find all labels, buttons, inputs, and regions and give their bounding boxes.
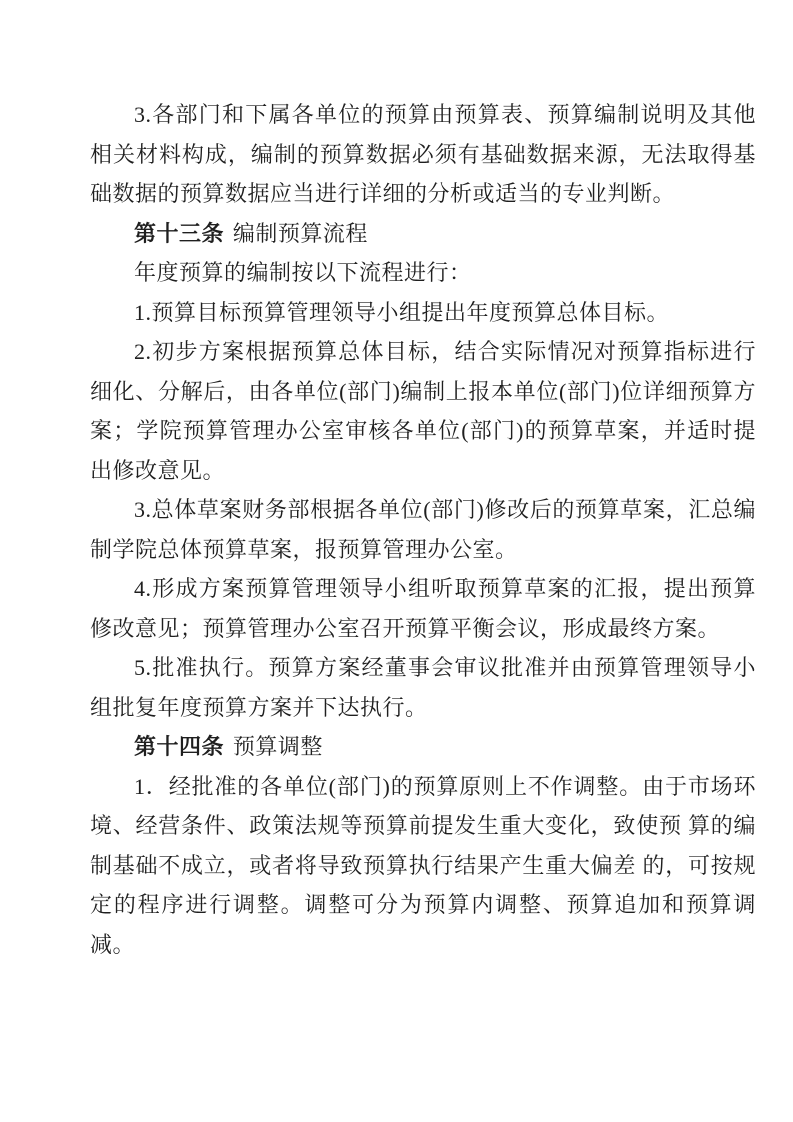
article-heading-13 [90,214,756,254]
paragraph-budget-materials: 3.各部门和下属各单位的预算由预算表、预算编制说明及其他相关材料构成，编制的预算数据必须有基础数据来源，无法取得基础数据的预算数据应当进行详细的分析或适当的专业判断。 [90,102,756,206]
article-title: 编制预算流程 [232,220,368,246]
paragraph-adjustment-rule: 1．经批准的各单位(部门)的预算原则上不作调整。由于市场环境、经营条件、政策法规等预算前提发生重大变化，致使预 算的编制基础不成立，或者将导致预算执行结果产生重大偏差 的，可按规定的程序进行调整。调整可分为预算内调整、预算追加和预算调减。 [90,773,756,957]
paragraph-step-1: 1.预算目标预算管理领导小组提出年度预算总体目标。 [134,299,670,325]
paragraph-step-4: 4.形成方案预算管理领导小组听取预算草案的汇报，提出预算修改意见；预算管理办公室召开预算平衡会议，形成最终方案。 [90,576,756,641]
article-title: 预算调整 [232,734,323,759]
paragraph-step-3: 3.总体草案财务部根据各单位(部门)修改后的预算草案，汇总编制学院总体预算草案，报预算管理办公室。 [90,497,756,562]
article-heading-14 [90,727,756,767]
paragraph-step-2: 2.初步方案根据预算总体目标，结合实际情况对预算指标进行细化、分解后，由各单位(部门)编制上报本单位(部门)位详细预算方案；学院预算管理办公室审核各单位(部门)的预算草案，并适时提出修改意见。 [90,339,756,483]
paragraph-step-5: 5.批准执行。预算方案经董事会审议批准并由预算管理领导小组批复年度预算方案并下达执行。 [90,655,756,720]
article-number: 第十四条 [134,734,225,759]
document-content [90,95,756,964]
paragraph-process-intro: 年度预算的编制按以下流程进行： [134,260,472,285]
article-number: 第十三条 [134,220,225,246]
